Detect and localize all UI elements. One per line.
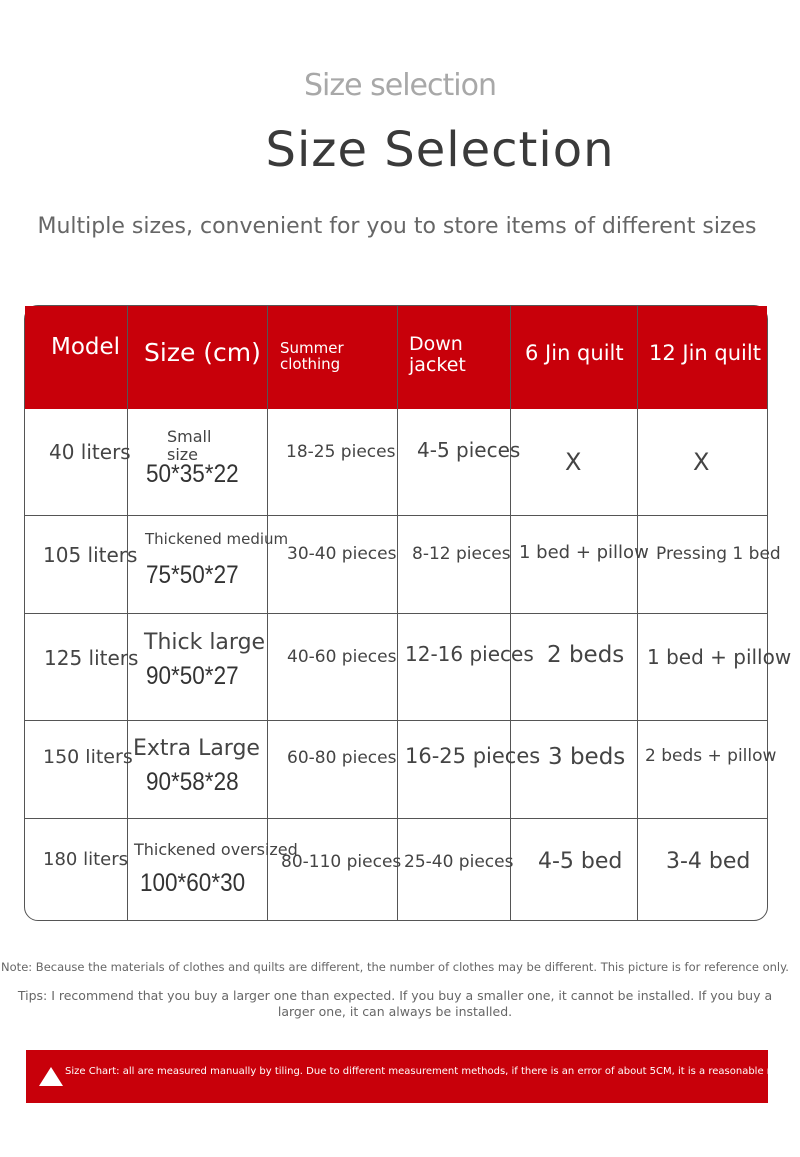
row2-summer: 30-40 pieces: [287, 544, 397, 564]
header-size: Size (cm): [144, 338, 261, 367]
row-divider: [25, 613, 767, 614]
row4-quilt6: 3 beds: [548, 744, 626, 770]
row3-summer: 40-60 pieces: [287, 647, 397, 667]
row4-size-label: Extra Large: [133, 736, 260, 761]
row-divider: [25, 818, 767, 819]
row1-summer: 18-25 pieces: [286, 442, 396, 462]
header-down-jacket: Down jacket: [409, 333, 466, 376]
row1-down: 4-5 pieces: [417, 438, 521, 462]
banner-text: Size Chart: all are measured manually by tiling. Due to different measurement methods, if there is an error of about 5CM, it is a reasonable range.: [65, 1066, 800, 1077]
tagline: Multiple sizes, convenient for you to store items of different sizes: [37, 214, 757, 239]
row5-down: 25-40 pieces: [404, 852, 514, 872]
tips-text: Tips: I recommend that you buy a larger one than expected. If you buy a smaller one, it cannot be installed. If you buy a larger one, it can always be installed.: [17, 988, 773, 1019]
header-12-jin-quilt: 12 Jin quilt: [649, 341, 761, 365]
header-summer-clothing: Summer clothing: [280, 339, 344, 373]
row1-size-label: Small size: [167, 427, 212, 464]
size-chart-banner: [26, 1050, 800, 1103]
size-table: [24, 305, 792, 921]
row5-size-label: Thickened oversized: [134, 840, 298, 859]
row1-quilt12: X: [693, 448, 710, 476]
page-title: Size Selection: [265, 122, 615, 178]
row4-size-dims: 90*58*28: [146, 768, 239, 796]
subtitle-small: Size selection: [304, 68, 496, 103]
row5-size-dims: 100*60*30: [140, 869, 246, 897]
row-divider: [25, 515, 767, 516]
row2-quilt6: 1 bed + pillow: [519, 542, 649, 563]
row4-model: 150 liters: [43, 746, 133, 768]
row3-quilt6: 2 beds: [547, 642, 625, 668]
header-6-jin-quilt: 6 Jin quilt: [525, 341, 624, 365]
warning-triangle-icon: [39, 1067, 63, 1086]
row2-size-label: Thickened medium: [145, 530, 289, 548]
row5-model: 180 liters: [43, 849, 128, 870]
row4-summer: 60-80 pieces: [287, 748, 397, 768]
row3-down: 12-16 pieces: [405, 642, 534, 666]
row4-quilt12: 2 beds + pillow: [645, 746, 777, 766]
row2-model: 105 liters: [43, 543, 138, 567]
row1-size-dims: 50*35*22: [146, 460, 239, 488]
row3-size-label: Thick large: [144, 630, 266, 655]
header-model: Model: [51, 334, 121, 360]
row2-down: 8-12 pieces: [412, 544, 511, 564]
row5-quilt6: 4-5 bed: [538, 849, 623, 874]
row1-quilt6: X: [565, 448, 582, 476]
row5-summer: 80-110 pieces: [281, 852, 402, 872]
row3-quilt12: 1 bed + pillow: [647, 645, 792, 669]
row3-size-dims: 90*50*27: [146, 662, 239, 690]
row4-down: 16-25 pieces: [405, 744, 541, 768]
row5-quilt12: 3-4 bed: [666, 849, 751, 874]
row1-model: 40 liters: [49, 440, 131, 464]
row2-quilt12: Pressing 1 bed: [656, 544, 781, 564]
row2-size-dims: 75*50*27: [146, 561, 239, 589]
row3-model: 125 liters: [44, 646, 139, 670]
row-divider: [25, 720, 767, 721]
note-text: Note: Because the materials of clothes and quilts are different, the number of clothes may be different. This picture is for reference only.: [1, 960, 789, 974]
